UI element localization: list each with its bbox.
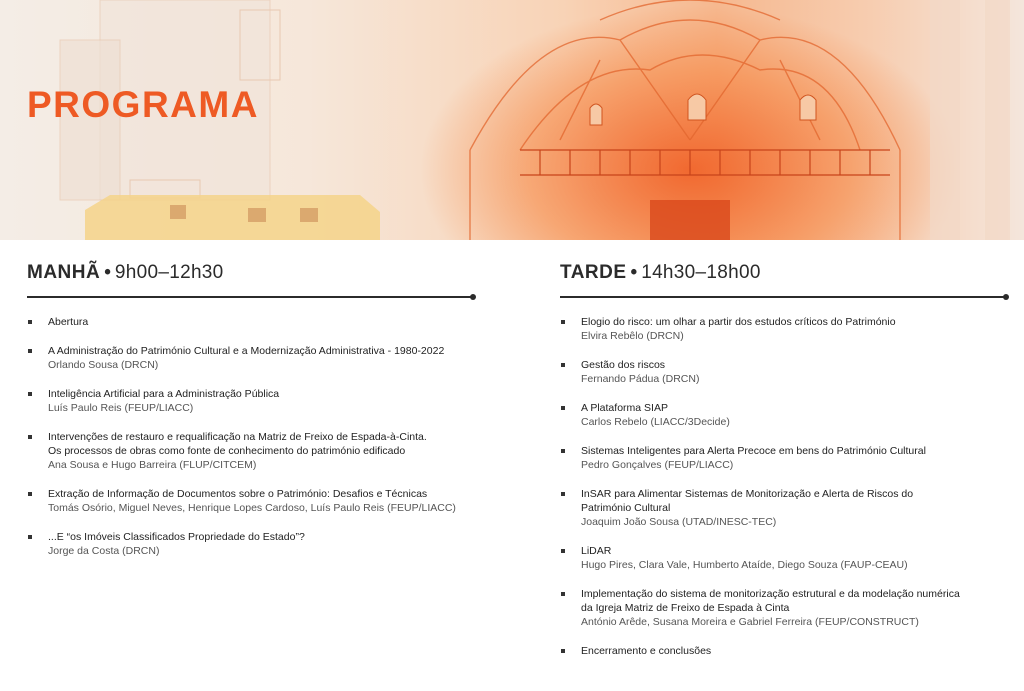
session-speaker: Pedro Gonçalves (FEUP/LIACC) (581, 459, 734, 471)
divider-end-dot (1003, 294, 1009, 300)
session-item (27, 430, 474, 472)
morning-label: MANHÃ (27, 262, 101, 283)
session-item (560, 358, 1007, 386)
session-title: ...E “os Imóveis Classificados Propriedade do Estado”? (48, 531, 305, 543)
session-title: Encerramento e conclusões (581, 645, 712, 657)
session-item (27, 315, 474, 329)
session-speaker: Elvira Rebêlo (DRCN) (581, 330, 684, 342)
morning-session-list (27, 315, 474, 558)
bullet-icon (561, 363, 565, 367)
session-speaker: António Arêde, Susana Moreira e Gabriel Ferreira (FEUP/CONSTRUCT) (581, 616, 919, 628)
session-title: Sistemas Inteligentes para Alerta Precoce em bens do Património Cultural (581, 445, 926, 457)
session-item (560, 315, 1007, 343)
afternoon-header (560, 262, 1007, 292)
session-item (560, 587, 1007, 629)
morning-header (27, 262, 474, 292)
session-item (27, 344, 474, 372)
session-speaker: Fernando Pádua (DRCN) (581, 373, 700, 385)
session-speaker: Hugo Pires, Clara Vale, Humberto Ataíde, Diego Souza (FAUP-CEAU) (581, 559, 908, 571)
session-item (560, 544, 1007, 572)
morning-time: 9h00–12h30 (114, 262, 224, 283)
divider-end-dot (470, 294, 476, 300)
morning-separator: • (104, 262, 111, 283)
header-banner (0, 0, 1024, 240)
session-item (560, 487, 1007, 529)
session-speaker: Ana Sousa e Hugo Barreira (FLUP/CITCEM) (48, 459, 257, 471)
bullet-icon (28, 492, 32, 496)
session-title: LiDAR (581, 545, 612, 557)
bullet-icon (561, 406, 565, 410)
session-title: Abertura (48, 316, 89, 328)
session-item (27, 530, 474, 558)
bullet-icon (561, 320, 565, 324)
morning-divider (27, 296, 474, 298)
bullet-icon (561, 549, 565, 553)
afternoon-time: 14h30–18h00 (641, 262, 761, 283)
session-speaker: Carlos Rebelo (LIACC/3Decide) (581, 416, 730, 428)
session-title: Intervenções de restauro e requalificação na Matriz de Freixo de Espada-à-Cinta. Os processos de obras como fonte de conhecimento do património edificado (48, 431, 427, 457)
session-title: Elogio do risco: um olhar a partir dos estudos críticos do Património (581, 316, 896, 328)
afternoon-label: TARDE (560, 262, 627, 283)
session-speaker: Jorge da Costa (DRCN) (48, 545, 160, 557)
session-speaker: Joaquim João Sousa (UTAD/INESC-TEC) (581, 516, 777, 528)
session-title: A Plataforma SIAP (581, 402, 668, 414)
session-title: Implementação do sistema de monitorização estrutural e da modelação numérica da Igreja Matriz de Freixo de Espada à Cinta (581, 588, 960, 614)
session-item (27, 487, 474, 515)
session-item (27, 387, 474, 415)
afternoon-section (560, 262, 1007, 673)
bullet-icon (28, 435, 32, 439)
session-item (560, 644, 1007, 658)
page-title: PROGRAMA (27, 84, 259, 125)
session-title: InSAR para Alimentar Sistemas de Monitorização e Alerta de Riscos do Património Cultural (581, 488, 914, 514)
bullet-icon (561, 449, 565, 453)
session-speaker: Orlando Sousa (DRCN) (48, 359, 159, 371)
bullet-icon (28, 320, 32, 324)
bullet-icon (561, 592, 565, 596)
bullet-icon (28, 392, 32, 396)
session-item (560, 401, 1007, 429)
session-speaker: Tomás Osório, Miguel Neves, Henrique Lopes Cardoso, Luís Paulo Reis (FEUP/LIACC) (48, 502, 456, 514)
afternoon-session-list (560, 315, 1007, 658)
session-title: Inteligência Artificial para a Administração Pública (48, 388, 280, 400)
bullet-icon (561, 649, 565, 653)
afternoon-divider (560, 296, 1007, 298)
bullet-icon (561, 492, 565, 496)
morning-section (27, 262, 474, 573)
session-title: A Administração do Património Cultural e a Modernização Administrativa - 1980-2022 (48, 345, 445, 357)
session-item (560, 444, 1007, 472)
session-speaker: Luís Paulo Reis (FEUP/LIACC) (48, 402, 194, 414)
session-title: Gestão dos riscos (581, 359, 666, 371)
bullet-icon (28, 535, 32, 539)
session-title: Extração de Informação de Documentos sobre o Património: Desafios e Técnicas (48, 488, 428, 500)
afternoon-separator: • (630, 262, 638, 283)
bullet-icon (28, 349, 32, 353)
